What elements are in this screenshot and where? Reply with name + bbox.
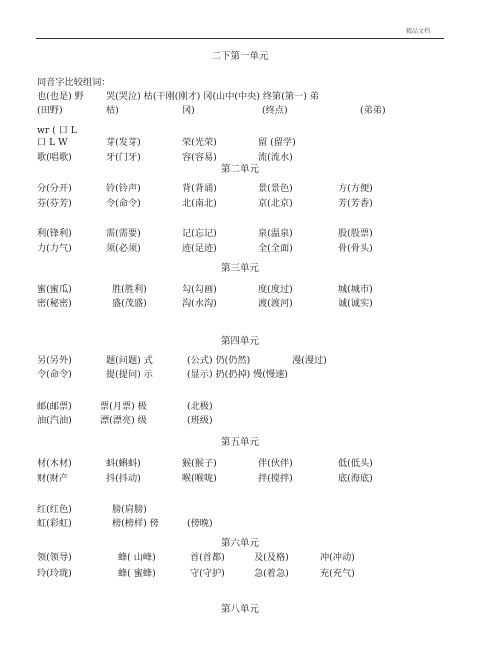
row-7-cell-4: 京(北京) [258, 198, 293, 209]
row-4-cell-3: 荣(光荣) [182, 137, 217, 148]
row-3-cell-1: wr ( 口 L [37, 125, 77, 136]
row-15 [37, 412, 457, 425]
row-6-cell-5: 方(方便) [338, 183, 373, 194]
row-1-cell-2: 哭(哭泣) 枯(干刚(刚才) 冈(山中(中央) 终第(第一) 弟 [106, 91, 319, 102]
row-8-cell-1: 利(锋利) [37, 228, 72, 239]
row-15-cell-1: 油(汽油) [37, 415, 72, 426]
row-16-cell-5: 低(低头) [338, 458, 373, 469]
row-8-cell-5: 股(股票) [338, 228, 373, 239]
row-4-cell-1: 口 L W [37, 137, 68, 148]
row-20-cell-5: 冲(冲动) [320, 552, 355, 563]
row-4 [37, 134, 457, 147]
row-13-cell-3: (显示) 扔(扔掉) 慢(慢速) [187, 369, 288, 380]
row-2-cell-4: (终点) [262, 105, 288, 116]
row-9-cell-4: 全(全面) [258, 243, 293, 254]
row-19 [37, 515, 457, 528]
row-8 [37, 225, 457, 238]
row-9-cell-5: 骨(骨头) [338, 243, 373, 254]
row-7-cell-3: 北(南北) [182, 198, 217, 209]
section-title-2: 第二单元 [220, 164, 259, 175]
row-9 [37, 240, 457, 253]
row-14-cell-1: 邮(邮票) [37, 401, 72, 412]
row-15-cell-2: 漂(漂亮) 级 [100, 415, 147, 426]
row-19-cell-3: (傍晚) [187, 518, 213, 529]
row-14 [37, 398, 457, 411]
row-5-cell-3: 容(容易) [182, 152, 217, 163]
row-19-cell-1: 虹(彩虹) [37, 518, 72, 529]
row-2-cell-3: 冈) [182, 105, 195, 116]
row-15-cell-3: (班级) [187, 415, 213, 426]
row-21-cell-1: 玲(玲珑) [37, 568, 72, 579]
row-7 [37, 195, 457, 208]
row-18-cell-2: 膀(肩膀) [112, 504, 147, 515]
row-21-cell-4: 急(着急) [254, 568, 289, 579]
row-21-cell-2: 蜂( 蜜蜂) [118, 568, 156, 579]
section-title-8: 第八单元 [220, 604, 259, 615]
row-17 [37, 470, 457, 483]
row-17-cell-5: 底(海底) [338, 473, 373, 484]
row-16-cell-2: 蚪(蝌蚪) [106, 458, 141, 469]
row-5-cell-4: 流(流水) [258, 152, 293, 163]
row-16 [37, 455, 457, 468]
row-2-cell-2: 枯) [106, 105, 119, 116]
row-20-cell-1: 领(领导) [37, 552, 72, 563]
row-17-cell-4: 拌(搅拌) [258, 473, 293, 484]
row-6 [37, 180, 457, 193]
row-7-cell-5: 芳(芳香) [338, 198, 373, 209]
row-2-cell-5: (弟弟) [360, 105, 386, 116]
row-4-cell-2: 芽(发芽) [106, 137, 141, 148]
row-16-cell-1: 材(木材) [37, 458, 72, 469]
row-5-cell-2: 牙(门牙) [106, 152, 141, 163]
row-6-cell-3: 背(背诵) [182, 183, 217, 194]
row-17-cell-2: 抖(抖动) [106, 473, 141, 484]
row-10 [37, 281, 457, 294]
row-1 [37, 88, 457, 101]
row-11-cell-4: 渡(渡河) [258, 298, 293, 309]
row-12-cell-1: 另(另外) [37, 355, 72, 366]
row-4-cell-4: 留 (留学) [258, 137, 296, 148]
row-2 [37, 102, 457, 115]
row-10-cell-2: 胜(胜利) [112, 284, 147, 295]
row-1-cell-1: 也(也是) 野 [37, 91, 84, 102]
row-11 [37, 295, 457, 308]
section-title-5: 第五单元 [220, 437, 259, 448]
row-11-cell-1: 密(秘密) [37, 298, 72, 309]
row-20-cell-2: 蜂( 山峰) [118, 552, 156, 563]
row-11-cell-5: 诚(诚实) [338, 298, 373, 309]
section-title-6: 第六单元 [220, 538, 259, 549]
row-18 [37, 501, 457, 514]
row-10-cell-1: 蜜(蜜瓜) [37, 284, 72, 295]
row-20-cell-3: 首(首都) [190, 552, 225, 563]
intro-text: 同音字比较组词： [37, 77, 111, 88]
row-12 [37, 352, 457, 365]
row-10-cell-5: 城(城市) [338, 284, 373, 295]
header-rule [36, 38, 444, 39]
row-21-cell-3: 守(守护) [190, 568, 225, 579]
row-7-cell-1: 芬(芬芳) [37, 198, 72, 209]
row-21-cell-5: 充(充气) [320, 568, 355, 579]
row-10-cell-4: 度(度过) [258, 284, 293, 295]
row-17-cell-1: 财(财产 [37, 473, 69, 484]
row-7-cell-2: 令(命令) [106, 198, 141, 209]
section-title-3: 第三单元 [220, 263, 259, 274]
row-8-cell-4: 泉(温泉) [258, 228, 293, 239]
row-11-cell-2: 盛(茂盛) [112, 298, 147, 309]
row-8-cell-2: 需(需要) [106, 228, 141, 239]
row-13 [37, 366, 457, 379]
row-20 [37, 549, 457, 562]
section-title-4: 第四单元 [220, 336, 259, 347]
row-12-cell-3: (公式) 仍(仍然) [187, 355, 251, 366]
header-label: 精品文档 [405, 28, 430, 35]
row-2-cell-1: (田野) [37, 105, 63, 116]
row-20-cell-4: 及(及格) [254, 552, 289, 563]
row-14-cell-2: 票(月票) 极 [100, 401, 147, 412]
row-16-cell-4: 伴(伙伴) [258, 458, 293, 469]
row-6-cell-4: 景(景色) [258, 183, 293, 194]
row-18-cell-1: 红(红色) [37, 504, 72, 515]
row-16-cell-3: 猴(猴子) [182, 458, 217, 469]
row-5-cell-1: 歌(唱歌) [37, 152, 72, 163]
row-10-cell-3: 勾(勾画) [182, 284, 217, 295]
row-9-cell-3: 迹(足迹) [182, 243, 217, 254]
row-9-cell-1: 力(力气) [37, 243, 72, 254]
section-title-1: 二下第一单元 [211, 51, 269, 62]
row-13-cell-1: 令(命令) [37, 369, 72, 380]
row-17-cell-3: 喉(喉咙) [182, 473, 217, 484]
row-14-cell-3: (北极) [187, 401, 213, 412]
row-12-cell-2: 题(问题) 式 [106, 355, 153, 366]
row-8-cell-3: 记(忘记) [182, 228, 217, 239]
row-12-cell-4: 漫(漫过) [292, 355, 327, 366]
row-11-cell-3: 沟(水沟) [182, 298, 217, 309]
row-6-cell-2: 铃(铃声) [106, 183, 141, 194]
row-6-cell-1: 分(分开) [37, 183, 72, 194]
row-21 [37, 565, 457, 578]
row-9-cell-2: 须(必须) [106, 243, 141, 254]
row-13-cell-2: 提(提问) 示 [106, 369, 153, 380]
row-19-cell-2: 榜(榜样) 傍 [112, 518, 159, 529]
